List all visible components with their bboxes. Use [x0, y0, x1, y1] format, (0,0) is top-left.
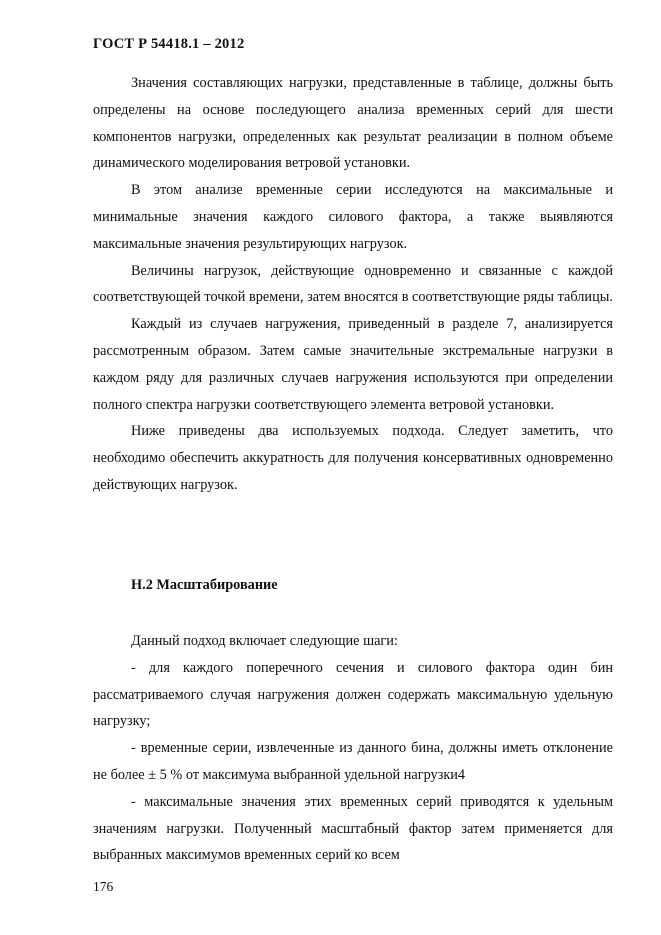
list-item: - временные серии, извлеченные из данного бина, должны иметь отклонение не более ± 5 % от максимума выбранной удельной нагрузки4: [93, 740, 613, 783]
page-number: 176: [93, 879, 114, 894]
paragraph: Величины нагрузок, действующие одновременно и связанные с каждой соответствующей точкой времени, затем вносятся в соответствующие ряды таблицы.: [93, 262, 613, 306]
paragraph: Каждый из случаев нагружения, приведенный в разделе 7, анализируется рассмотренным образом. Затем самые значительные экстремальные нагрузки в каждом ряду для различных случаев нагружения используются при определении полного спектра нагрузки соответствующего элемента ветровой установки.: [93, 316, 613, 413]
paragraph: Значения составляющих нагрузки, представленные в таблице, должны быть определены на основе последующего анализа временных серий для шести компонентов нагрузки, определенных как результат реализации в полном объеме динамического моделирования ветровой установки.: [93, 75, 613, 172]
section-title: Н.2 Масштабирование: [131, 577, 278, 593]
list-item: - для каждого поперечного сечения и силового фактора один бин рассматриваемого случая нагружения должен содержать максимальную удельную нагрузку;: [93, 659, 613, 730]
list-item: - максимальные значения этих временных серий приводятся к удельным значениям нагрузки. Полученный масштабный фактор затем применяется для выбранных максимумов временных серий ко всем: [93, 793, 613, 864]
body-text-top: [93, 70, 613, 499]
body-text-bottom: [93, 628, 613, 869]
paragraph: Данный подход включает следующие шаги:: [131, 633, 398, 649]
document-header: ГОСТ Р 54418.1 – 2012: [93, 36, 245, 52]
paragraph: В этом анализе временные серии исследуются на максимальные и минимальные значения каждого силового фактора, а также выявляются максимальные значения результирующих нагрузок.: [93, 182, 613, 252]
paragraph: Ниже приведены два используемых подхода. Следует заметить, что необходимо обеспечить аккуратность для получения консервативных одновременно действующих нагрузок.: [93, 423, 613, 493]
